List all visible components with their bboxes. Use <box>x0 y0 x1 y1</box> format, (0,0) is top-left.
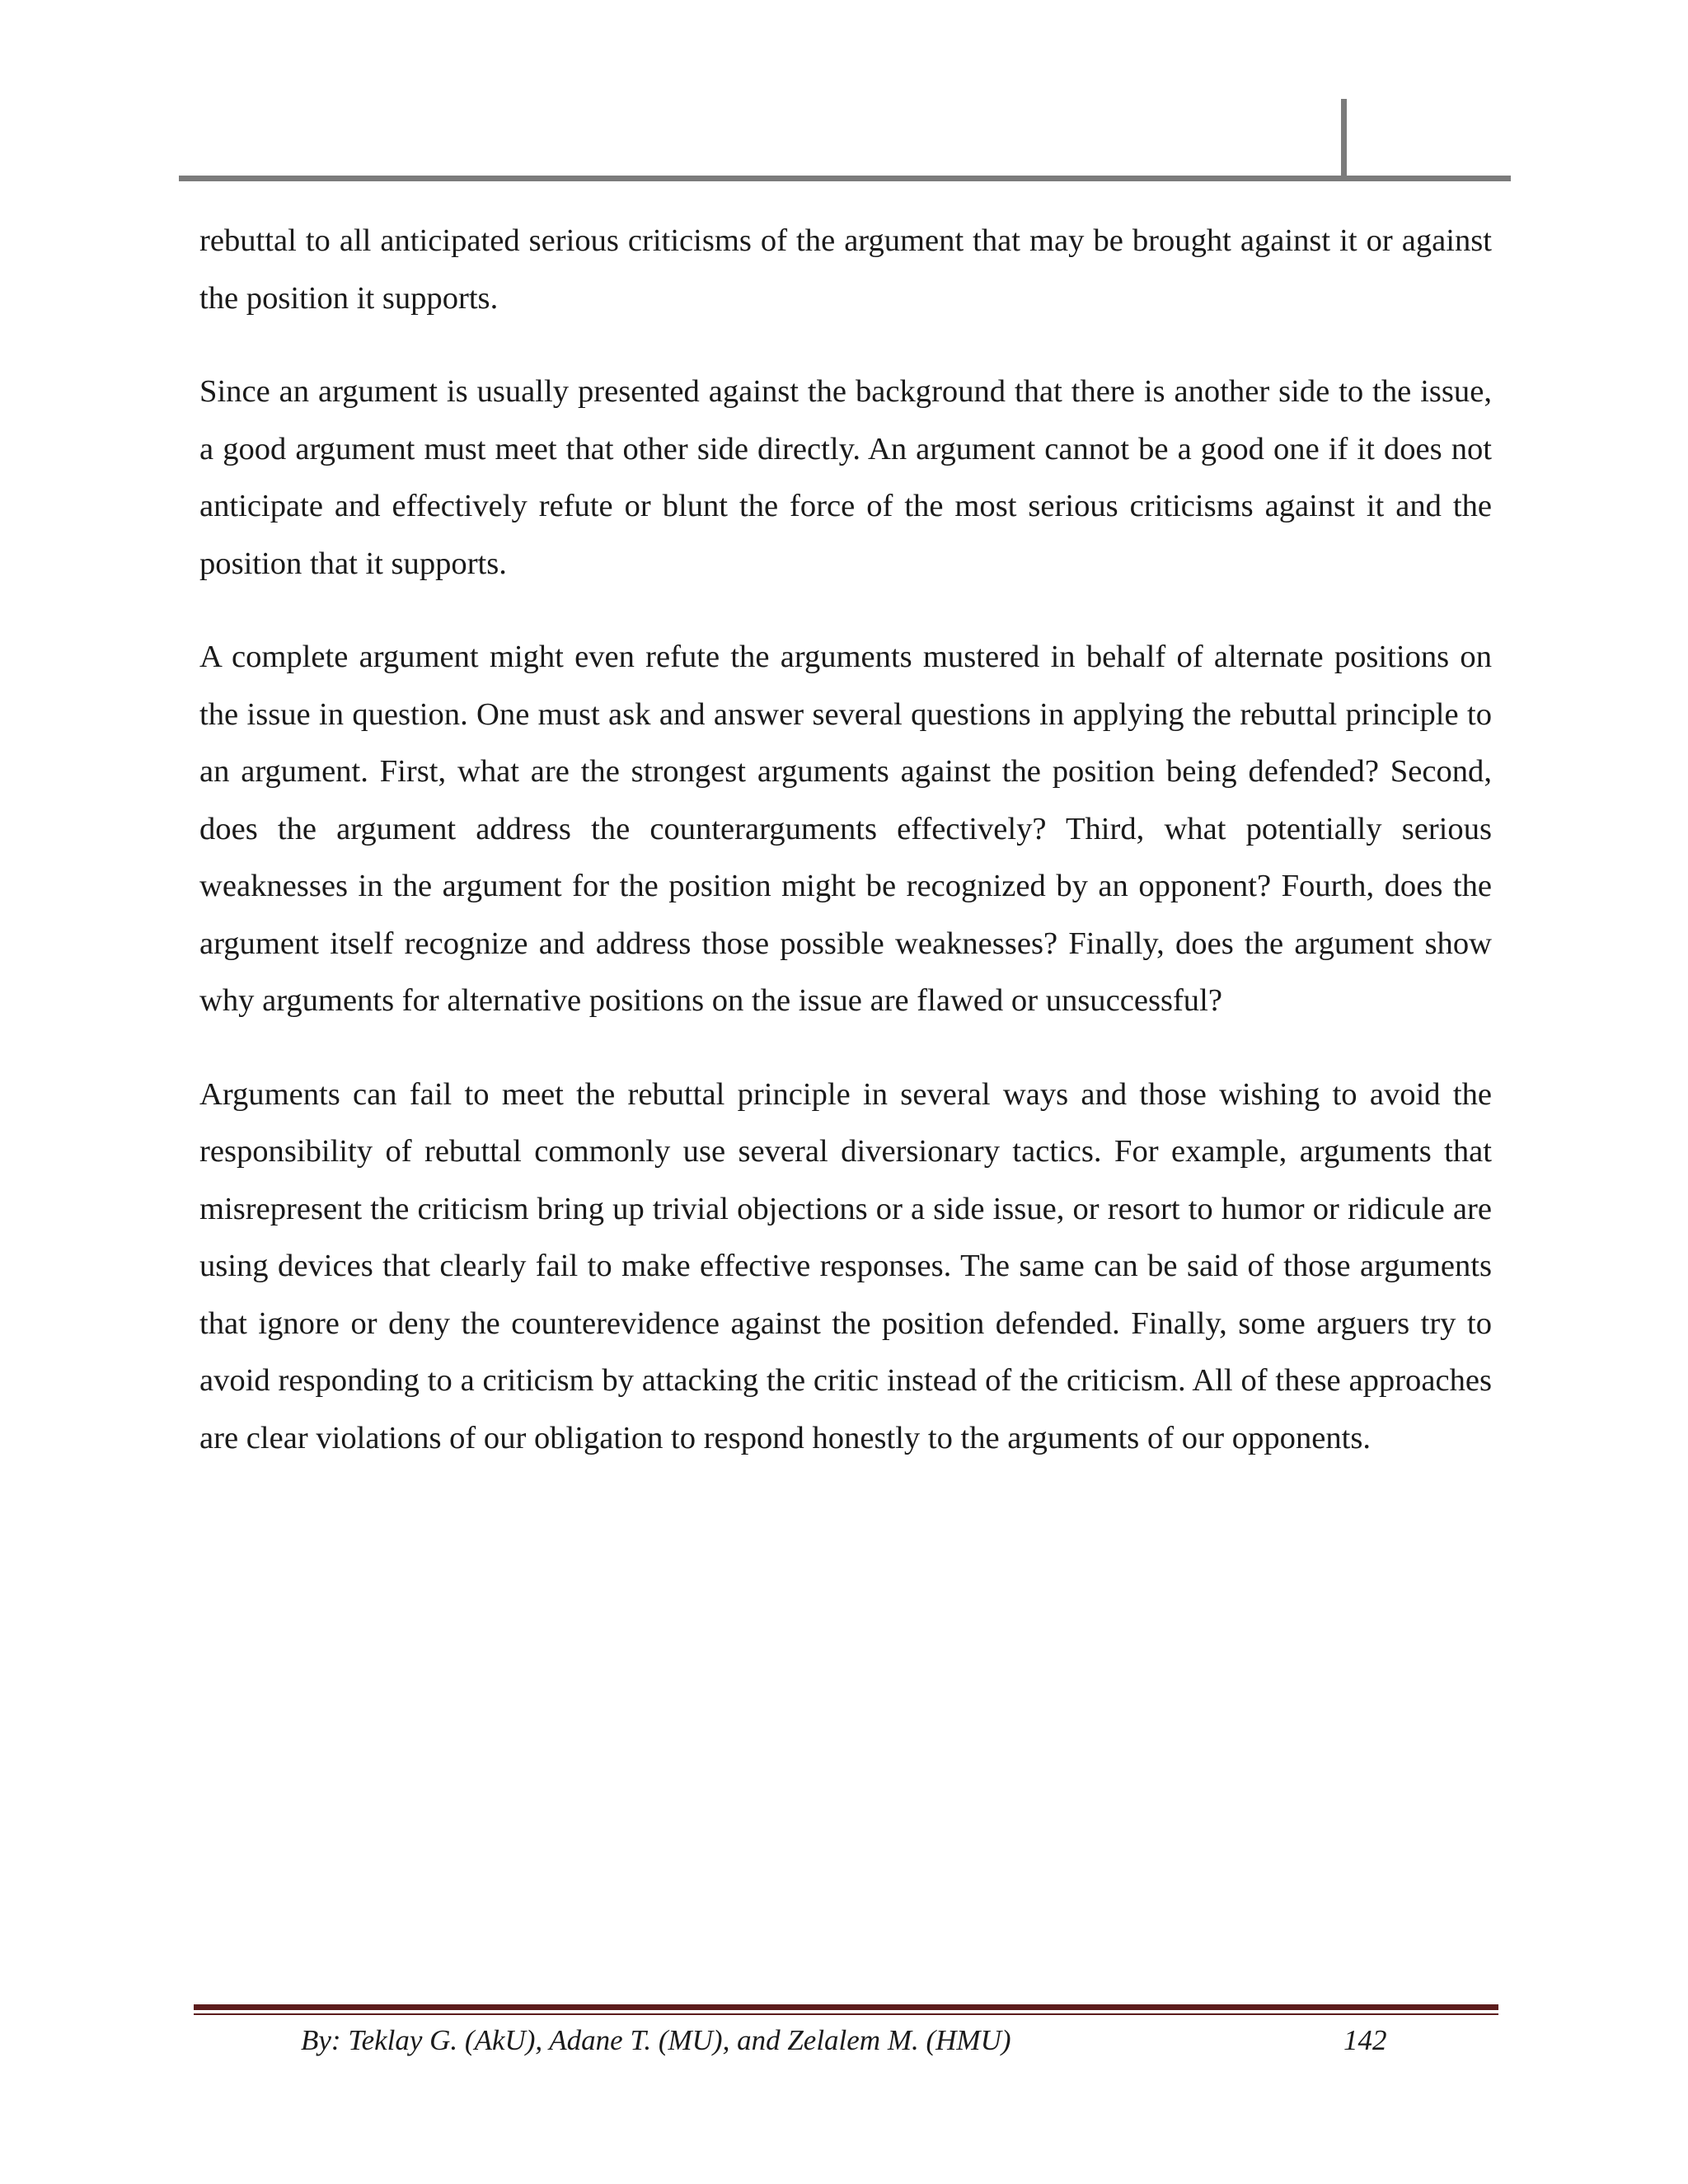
footer-authors: By: Teklay G. (AkU), Adane T. (MU), and Zelalem M. (HMU) <box>301 2024 1011 2056</box>
page-number: 142 <box>1343 2024 1387 2056</box>
paragraph-3: A complete argument might even refute the arguments mustered in behalf of alternate positions on the issue in question. One must ask and answer several questions in applying the rebuttal principle to an argument. First, what are the strongest arguments against the position being defended? Second, does the argument address the counterarguments effectively? Third, what potentially serious weaknesses in the argument for the position might be recognized by an opponent? Fourth, does the argument itself recognize and address those possible weaknesses? Finally, does the argument show why arguments for alternative positions on the issue are flawed or unsuccessful? <box>199 640 1492 1018</box>
header-rule <box>179 176 1511 181</box>
footer-rule <box>194 2004 1498 2010</box>
footer-rule-thin <box>194 2013 1498 2015</box>
body-text <box>199 213 1492 1503</box>
paragraph-1: rebuttal to all anticipated serious criticisms of the argument that may be brought against it or against the position it supports. <box>199 223 1492 316</box>
header-tick <box>1341 99 1347 178</box>
paragraph-2: Since an argument is usually presented against the background that there is another side to the issue, a good argument must meet that other side directly. An argument cannot be a good one if it does not anticipate and effectively refute or blunt the force of the most serious criticisms against it and the position that it supports. <box>199 374 1492 581</box>
paragraph-4: Arguments can fail to meet the rebuttal principle in several ways and those wishing to avoid the responsibility of rebuttal commonly use several diversionary tactics. For example, arguments that misrepresent the criticism bring up trivial objections or a side issue, or resort to humor or ridicule are using devices that clearly fail to make effective responses. The same can be said of those arguments that ignore or deny the counterevidence against the position defended. Finally, some arguers try to avoid responding to a criticism by attacking the critic instead of the criticism. All of these approaches are clear violations of our obligation to respond honestly to the arguments of our opponents. <box>199 1076 1492 1455</box>
